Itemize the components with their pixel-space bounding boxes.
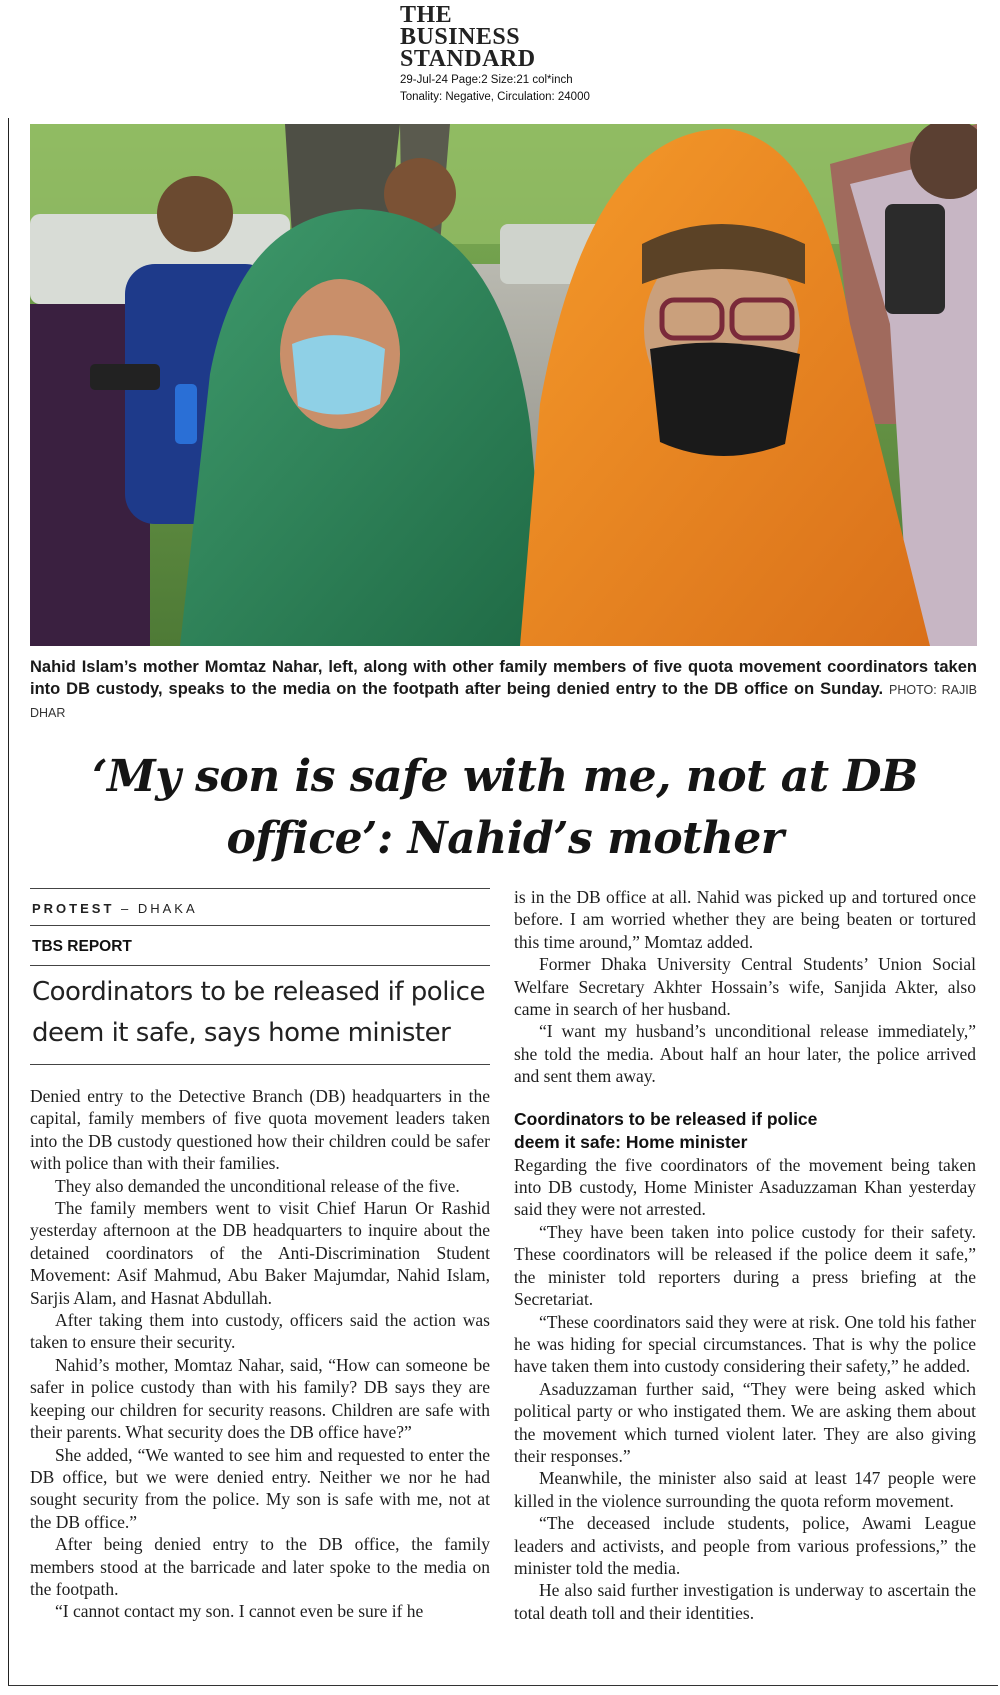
body-col1 [30,1085,490,1623]
subhead-bottom-rule [30,1064,490,1065]
paragraph: After taking them into custody, officers said the action was taken to ensure their security. [30,1310,490,1353]
article-column-1 [30,888,490,1623]
kicker [30,889,490,925]
headline-line-1: ‘My son is safe with me, not at DB [92,751,918,802]
headline [60,746,950,870]
newspaper-logo [400,4,610,70]
kicker-category: PROTEST [32,901,115,916]
paragraph: She added, “We wanted to see him and requested to enter the DB office, but we were denied entry. Neither we nor he had sought security from the police. My son is safe with me, not at the DB office.” [30,1444,490,1532]
photo-caption [30,656,977,724]
bottom-border-rule [8,1685,998,1686]
paragraph: is in the DB office at all. Nahid was picked up and tortured once before. I am worried whether they are being beaten or tortured this time around,” Momtaz added. [514,887,976,952]
byline: TBS REPORT [32,938,132,955]
paragraph: “The deceased include students, police, Awami League leaders and activists, and people from various professions,” the minister told the media. [514,1513,976,1578]
paragraph: “I cannot contact my son. I cannot even be sure if he [55,1601,424,1622]
article-column-2 [514,886,976,1624]
paragraph: Asaduzzaman further said, “They were being asked which political party or who instigated them. We are asking them about the movement which turned violent later. They are also giving their responses.” [514,1378,976,1466]
body-col2 [514,886,976,1624]
logo-line-2: BUSINESS [400,24,521,50]
paragraph: “They have been taken into police custody for their safety. These coordinators will be released if the police deem it safe,” the minister told reporters during a press briefing at the Secretariat. [514,1221,976,1310]
logo-line-3: STANDARD [400,46,536,72]
section-heading: Coordinators to be released if police deem it safe: Home minister [514,1108,818,1152]
paragraph: The family members went to visit Chief Harun Or Rashid yesterday afternoon at the DB headquarters to inquire about the detained coordinators of the Anti-Discrimination Student Movement: Asif Mahmud, Abu Baker Majumdar, Nahid Islam, Sarjis Alam, and Hasnat Abdullah. [30,1198,490,1308]
paragraph: “I want my husband’s unconditional release immediately,” she told the media. About half an hour later, the police arrived and sent them away. [514,1021,976,1087]
paragraph: “These coordinators said they were at risk. One told his father he was hiding for special circumstances. That is why the police have taken them into custody considering their safety,” he added. [514,1311,976,1377]
paragraph: After being denied entry to the DB office, the family members stood at the barricade and later spoke to the media on the footpath. [30,1534,490,1599]
paragraph: Nahid’s mother, Momtaz Nahar, said, “How can someone be safer in police custody than with his family? DB says they are keeping our children for security reasons. Children are safe with their parents. What security does the DB office have?” [30,1354,490,1443]
clipping-meta-2: Tonality: Negative, Circulation: 24000 [400,91,590,103]
news-photo [30,124,977,646]
paragraph: Meanwhile, the minister also said at least 147 people were killed in the violence surrounding the quota reform movement. [514,1468,976,1511]
photo-credit: PHOTO: RAJIB DHAR [30,683,977,720]
kicker-location: – DHAKA [114,901,198,916]
headline-line-2: office’: Nahid’s mother [226,813,784,864]
paragraph: They also demanded the unconditional release of the five. [55,1175,460,1196]
clipping-meta-1: 29-Jul-24 Page:2 Size:21 col*inch [400,74,573,86]
paragraph: He also said further investigation is underway to ascertain the total death toll and their identities. [514,1580,976,1623]
masthead [400,4,610,104]
paragraph: Former Dhaka University Central Students’ Union Social Welfare Secretary Akhter Hossain’s wife, Sanjida Akter, also came in search of her husband. [514,954,976,1020]
subheadline: Coordinators to be released if police deem it safe, says home minister [32,977,485,1048]
caption-text: Nahid Islam’s mother Momtaz Nahar, left, along with other family members of five quota movement coordinators taken into DB custody, speaks to the media on the footpath after being denied entry to the DB office on Sunday. [30,658,977,698]
paragraph: Denied entry to the Detective Branch (DB) headquarters in the capital, family members of five quota movement leaders taken into the DB custody questioned how their children could be safer with police than with their families. [30,1086,490,1174]
logo-line-1: THE [400,2,453,28]
left-border-rule [8,118,9,1685]
paragraph: Regarding the five coordinators of the movement being taken into DB custody, Home Minister Asaduzzaman Khan yesterday said they were not arrested. [514,1154,976,1220]
photo-illustration [30,124,977,646]
